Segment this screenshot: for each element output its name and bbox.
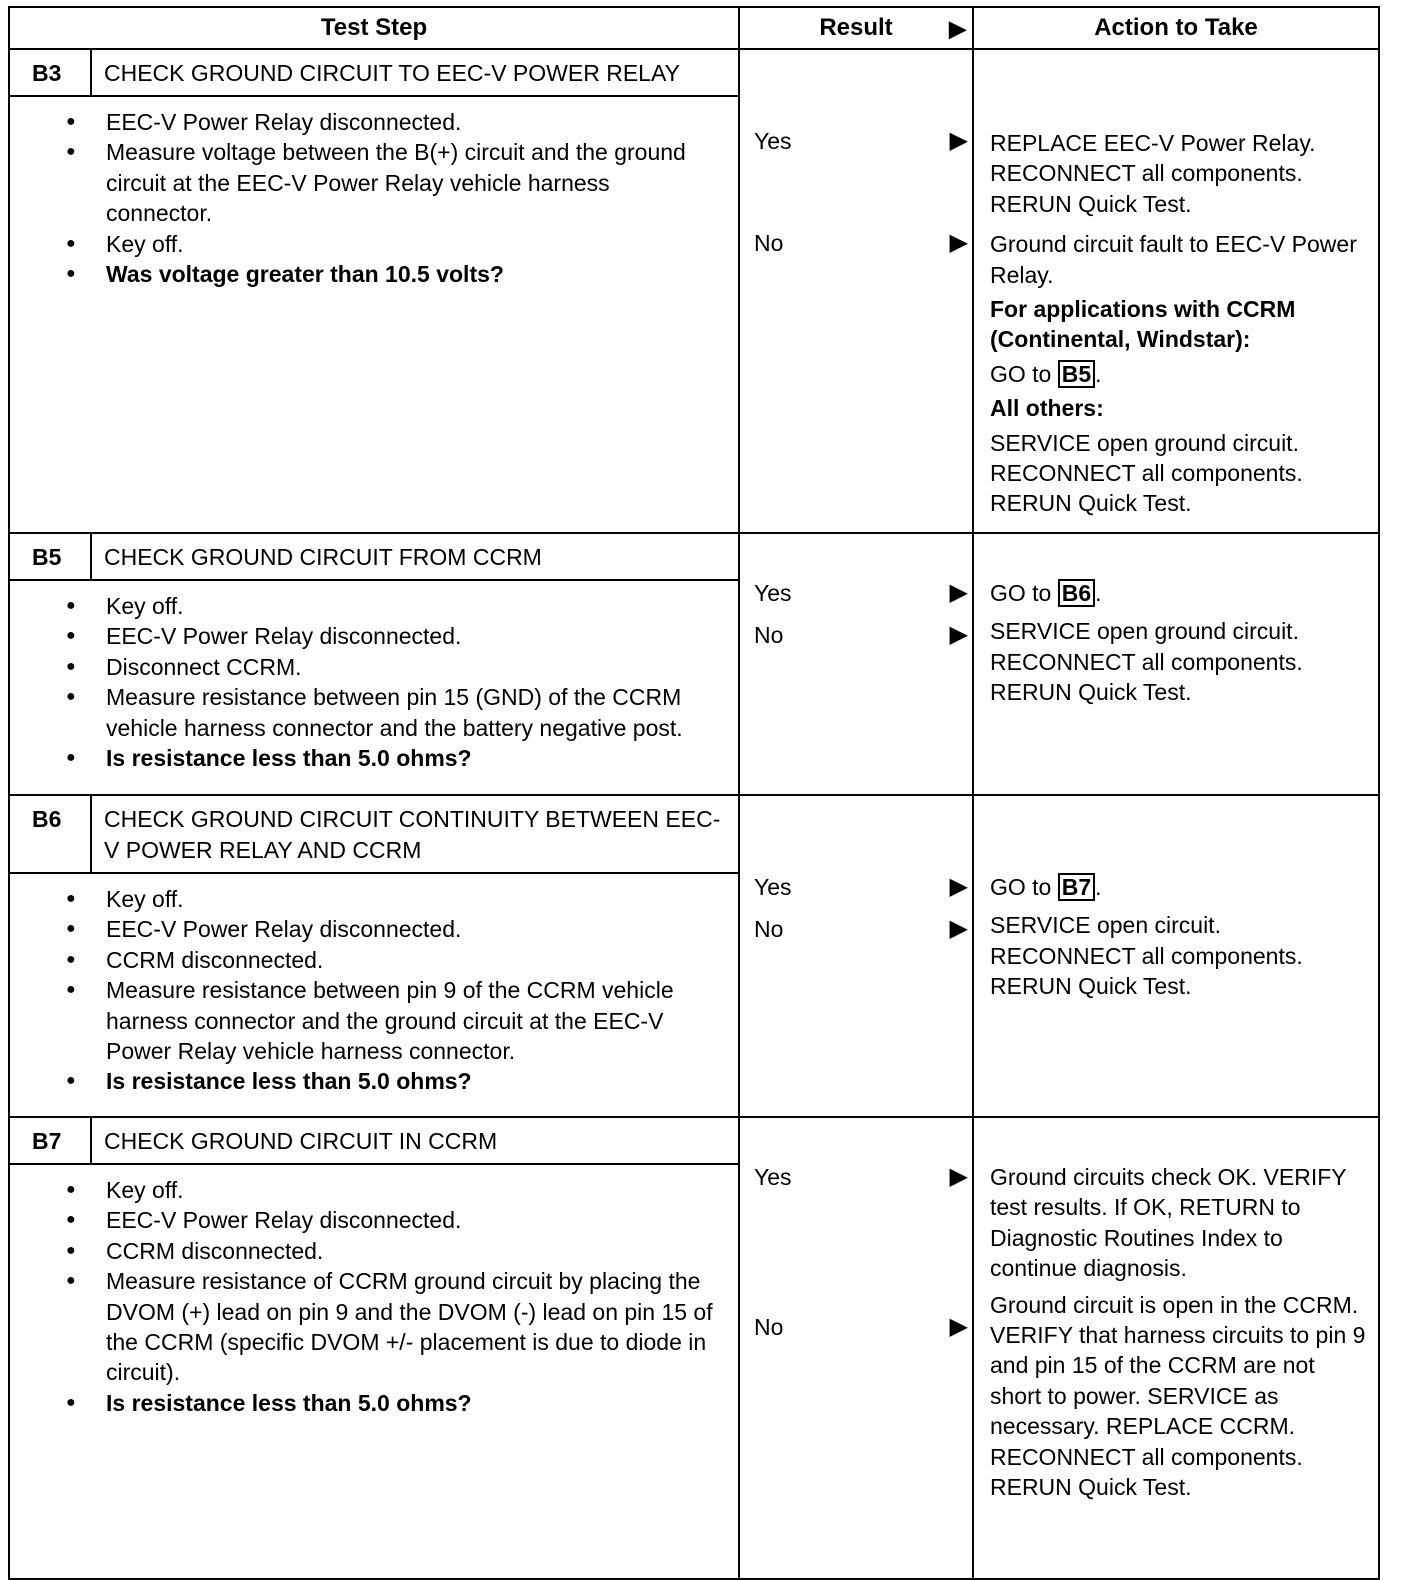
list-item: ● Disconnect CCRM.	[106, 652, 718, 682]
table-header-row	[9, 7, 1379, 49]
action-cell	[973, 795, 1379, 1117]
step-cell	[9, 1117, 739, 1579]
header-test-step: Test Step	[9, 7, 739, 49]
result-yes	[754, 1164, 972, 1191]
list-item: ● Measure resistance between pin 15 (GND) of the CCRM vehicle harness connector and the battery negative post.	[106, 682, 718, 743]
list-item: ● Key off.	[106, 1175, 718, 1205]
header-result	[739, 7, 973, 49]
step-cell	[9, 533, 739, 795]
arrow-icon: ▶	[949, 229, 968, 256]
go-to-ref: GO to B5 .	[990, 360, 1102, 387]
step-question: ● Is resistance less than 5.0 ohms?	[106, 1066, 718, 1096]
step-title: CHECK GROUND CIRCUIT IN CCRM	[104, 1128, 498, 1154]
arrow-icon: ▶	[949, 1313, 968, 1340]
yes-action: Ground circuits check OK. VERIFY test results. If OK, RETURN to Diagnostic Routines Index to continue diagnosis.	[990, 1164, 1347, 1282]
table-row	[9, 1117, 1379, 1579]
action-cell	[973, 1117, 1379, 1579]
step-question: ● Is resistance less than 5.0 ohms?	[106, 1388, 718, 1418]
go-to-label: GO to	[990, 874, 1052, 900]
diagnostic-table	[8, 6, 1380, 1580]
step-title: CHECK GROUND CIRCUIT CONTINUITY BETWEEN EEC-V POWER RELAY AND CCRM	[104, 806, 721, 863]
arrow-icon: ▶	[949, 579, 968, 606]
step-id: B6	[10, 796, 92, 872]
step-id: B3	[10, 50, 92, 95]
result-cell	[739, 49, 973, 533]
result-yes	[754, 128, 972, 155]
table-row	[9, 49, 1379, 533]
others-label: All others:	[990, 395, 1104, 422]
list-item: ● EEC-V Power Relay disconnected.	[106, 621, 718, 651]
step-question: ● Was voltage greater than 10.5 volts?	[106, 259, 718, 289]
result-cell	[739, 795, 973, 1117]
go-to-label: GO to	[990, 580, 1052, 606]
arrow-icon: ▶	[949, 915, 968, 942]
list-item: ● Key off.	[106, 591, 718, 621]
arrow-icon: ▶	[949, 873, 968, 900]
step-title: CHECK GROUND CIRCUIT FROM CCRM	[104, 544, 542, 570]
step-reference-b7[interactable]: B7	[1058, 873, 1095, 901]
step-title: CHECK GROUND CIRCUIT TO EEC-V POWER RELAY	[104, 60, 680, 86]
no-action: Ground circuit fault to EEC-V Power Relay.	[990, 231, 1357, 288]
no-action: Ground circuit is open in the CCRM. VERIFY that harness circuits to pin 9 and pin 15 of the CCRM are not short to power. SERVICE as necessary. REPLACE CCRM. RECONNECT all components. RERUN Quick Test.	[990, 1291, 1366, 1501]
list-item: ● Measure voltage between the B(+) circuit and the ground circuit at the EEC-V Power Relay vehicle harness connector.	[106, 137, 718, 228]
list-item: ● Key off.	[106, 884, 718, 914]
ccrm-label: For applications with CCRM (Continental, Windstar):	[990, 296, 1296, 353]
step-question: ● Is resistance less than 5.0 ohms?	[106, 743, 718, 773]
list-item: ● EEC-V Power Relay disconnected.	[106, 107, 718, 137]
list-item: ● CCRM disconnected.	[106, 945, 718, 975]
list-item: ● EEC-V Power Relay disconnected.	[106, 914, 718, 944]
result-no	[754, 1314, 972, 1341]
action-cell	[973, 533, 1379, 795]
result-cell	[739, 533, 973, 795]
result-no	[754, 622, 972, 649]
yes-action: GO to B7 .	[990, 874, 1102, 900]
table-row	[9, 533, 1379, 795]
no-action: SERVICE open circuit. RECONNECT all components. RERUN Quick Test.	[990, 912, 1303, 1000]
list-item: ● CCRM disconnected.	[106, 1236, 718, 1266]
result-no	[754, 916, 972, 943]
no-action: SERVICE open ground circuit. RECONNECT all components. RERUN Quick Test.	[990, 618, 1303, 706]
step-cell	[9, 49, 739, 533]
list-item: ● EEC-V Power Relay disconnected.	[106, 1205, 718, 1235]
step-cell	[9, 795, 739, 1117]
result-yes-label: Yes	[754, 580, 792, 606]
step-bullets	[10, 874, 738, 1107]
result-no-label: No	[754, 622, 784, 648]
yes-action: GO to B6 .	[990, 580, 1102, 606]
others-action: SERVICE open ground circuit. RECONNECT all components. RERUN Quick Test.	[990, 429, 1303, 517]
header-action: Action to Take	[973, 7, 1379, 49]
result-yes-label: Yes	[754, 874, 792, 900]
step-bullets	[10, 581, 738, 783]
result-no	[754, 230, 972, 257]
result-no-label: No	[754, 230, 784, 256]
result-yes-label: Yes	[754, 128, 792, 154]
yes-action: REPLACE EEC-V Power Relay. RECONNECT all components. RERUN Quick Test.	[990, 130, 1316, 217]
result-yes	[754, 580, 972, 607]
result-yes-label: Yes	[754, 1164, 792, 1190]
arrow-icon: ▶	[949, 621, 968, 648]
result-no-label: No	[754, 1314, 784, 1340]
step-reference-b5[interactable]: B5	[1058, 360, 1095, 388]
result-yes	[754, 874, 972, 901]
list-item: ● Measure resistance between pin 9 of the CCRM vehicle harness connector and the ground circuit at the EEC-V Power Relay vehicle harness connector.	[106, 975, 718, 1066]
result-cell	[739, 1117, 973, 1579]
result-no-label: No	[754, 916, 784, 942]
arrow-icon: ▶	[949, 127, 968, 154]
action-cell	[973, 49, 1379, 533]
table-row	[9, 795, 1379, 1117]
arrow-icon: ▶	[949, 1163, 968, 1190]
step-reference-b6[interactable]: B6	[1058, 579, 1095, 607]
list-item: ● Key off.	[106, 229, 718, 259]
arrow-icon: ▶	[949, 16, 966, 41]
step-id: B5	[10, 534, 92, 579]
step-bullets	[10, 97, 738, 299]
header-result-label: Result	[819, 14, 893, 41]
step-bullets	[10, 1165, 738, 1428]
list-item: ● Measure resistance of CCRM ground circuit by placing the DVOM (+) lead on pin 9 and the DVOM (-) lead on pin 15 of the CCRM (specific DVOM +/- placement is due to diode in circuit).	[106, 1266, 718, 1388]
go-to-label: GO to	[990, 360, 1052, 387]
diagnostic-table-page	[8, 6, 1378, 1562]
step-id: B7	[10, 1118, 92, 1163]
